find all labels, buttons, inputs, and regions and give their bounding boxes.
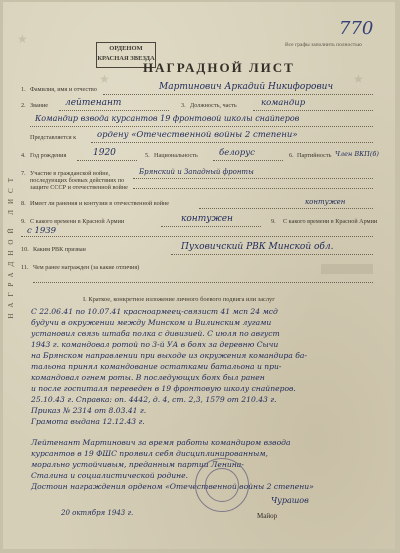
citation-line: 25.10.43 г. Справка: оп. 4442, д. 4, ст. 2,3, 1579 от 210.43 г. — [31, 395, 277, 404]
field-label: Национальность — [154, 152, 198, 159]
citation-line: тальона принял командование остатками батальона и при- — [31, 362, 282, 371]
field-value: белорус — [219, 148, 255, 158]
field-label: С какого времени в Красной Армии — [30, 218, 125, 225]
page-title: НАГРАДНОЙ ЛИСТ — [143, 60, 295, 75]
field-row — [21, 98, 381, 112]
field-row — [21, 148, 381, 162]
field-label: Партийность — [297, 152, 332, 159]
field-number: 2. — [21, 102, 26, 109]
field-value: контужен — [305, 198, 346, 206]
field-number: 10. — [21, 246, 29, 253]
citation-line: и после госпиталя переведен в 19 фронтовую школу снайперов. — [31, 384, 296, 393]
field-label: Звание — [30, 102, 49, 109]
top-note: Все графы заполнить полностью — [285, 42, 362, 48]
watermark-star-icon: ★ — [99, 72, 110, 86]
citation-line: Сталина и социалистической родине. — [31, 471, 189, 480]
field-row — [21, 242, 381, 256]
watermark-star-icon: ★ — [353, 72, 364, 86]
field-value: ордену «Отечественной войны 2 степени» — [97, 130, 298, 140]
citation-line: будучи в окружении между Минском и Вилинским лугами — [31, 318, 272, 327]
field-label: Год рождения — [30, 152, 67, 159]
field-label: Участие в гражданской войне, последующих боевых действиях по защите СССР и отечественной войне — [30, 170, 128, 191]
field-label: Представляется к — [30, 134, 77, 141]
side-vertical-text: НАГРАДНОЙ ЛИСТ — [7, 172, 15, 319]
sheet-number: 770 — [339, 18, 374, 39]
section-heading: I. Краткое, конкретное изложение личного боевого подвига или заслуг — [83, 296, 275, 303]
field-number: 1. — [21, 86, 26, 93]
field-label: С какого времени в Красной Армии — [283, 218, 378, 225]
field-number: 6. — [289, 152, 294, 159]
signer-rank: Майор — [257, 512, 278, 520]
field-label: Имеет ли ранения и контузии в отечественной войне — [30, 200, 170, 207]
field-row — [21, 196, 381, 210]
field-label: Чем ранее награжден (за какие отличия) — [33, 264, 140, 271]
field-row — [21, 82, 381, 96]
field-number: 9. — [271, 218, 276, 225]
citation-line: курсантов в 19 ФШС проявил себя дисциплинированным, — [31, 449, 268, 458]
field-row — [21, 166, 381, 192]
award-sheet-page — [3, 2, 395, 549]
field-label: Должность, часть — [190, 102, 237, 109]
field-value: с 1939 — [27, 226, 57, 236]
citation-line: морально устойчивым, преданным партии Ленина- — [31, 460, 244, 469]
official-seal — [195, 458, 249, 512]
field-value: Брянский и Западный фронты — [139, 168, 254, 176]
signature: Чурашов — [271, 496, 309, 505]
field-label: Каким РВК призван — [33, 246, 86, 253]
stamp-line-2: КРАСНАЯ ЗВЕЗДА — [97, 55, 155, 62]
field-value: контужен — [181, 214, 233, 224]
citation-line: С 22.06.41 по 10.07.41 красноармеец-связист 41 мсп 24 мсд — [31, 307, 278, 316]
watermark-star-icon: ★ — [17, 32, 28, 46]
citation-line: командовал огнем роты. В последующих боях был ранен — [31, 373, 265, 382]
citation-line: Лейтенант Мартинович за время работы командиром взвода — [31, 438, 291, 447]
field-number: 3. — [181, 102, 186, 109]
field-row — [21, 114, 381, 128]
citation-line: Грамота выдана 12.12.43 г. — [31, 417, 145, 426]
field-row — [21, 260, 381, 286]
field-value: Член ВКП(б) — [335, 150, 379, 158]
field-value: Мартинович Аркадий Никифорович — [159, 82, 334, 92]
field-number: 5. — [145, 152, 150, 159]
field-number: 7. — [21, 170, 26, 177]
field-row — [21, 130, 381, 144]
field-value: Командир взвода курсантов 19 фронтовой школы снайперов — [35, 114, 300, 123]
field-number: 9. — [21, 218, 26, 225]
field-number: 4. — [21, 152, 26, 159]
citation-line: 1943 г. командовал ротой по 3-й УА в боях за деревню Сычи — [31, 340, 279, 349]
field-number: 11. — [21, 264, 29, 271]
stamp-line-1: ОРДЕНОМ — [109, 45, 143, 52]
field-value: командир — [261, 98, 306, 108]
citation-line: Достоин награждения орденом «Отечественной войны 2 степени» — [31, 482, 314, 491]
citation-line: Приказ № 2314 от 8.03.41 г. — [31, 406, 147, 415]
redacted-area — [321, 264, 373, 274]
field-value: лейтенант — [65, 98, 122, 108]
citation-line: установил связь штаба полка с дивизией. С июля по август — [31, 329, 280, 338]
field-row — [21, 214, 381, 238]
field-value: 1920 — [93, 148, 116, 158]
sheet-date: 20 октября 1943 г. — [61, 509, 134, 517]
field-number: 8. — [21, 200, 26, 207]
citation-line: на Брянском направлении при выходе из окружения командира ба- — [31, 351, 307, 360]
field-value: Пуховичский РВК Минской обл. — [181, 242, 334, 252]
field-label: Фамилия, имя и отчество — [30, 86, 97, 93]
